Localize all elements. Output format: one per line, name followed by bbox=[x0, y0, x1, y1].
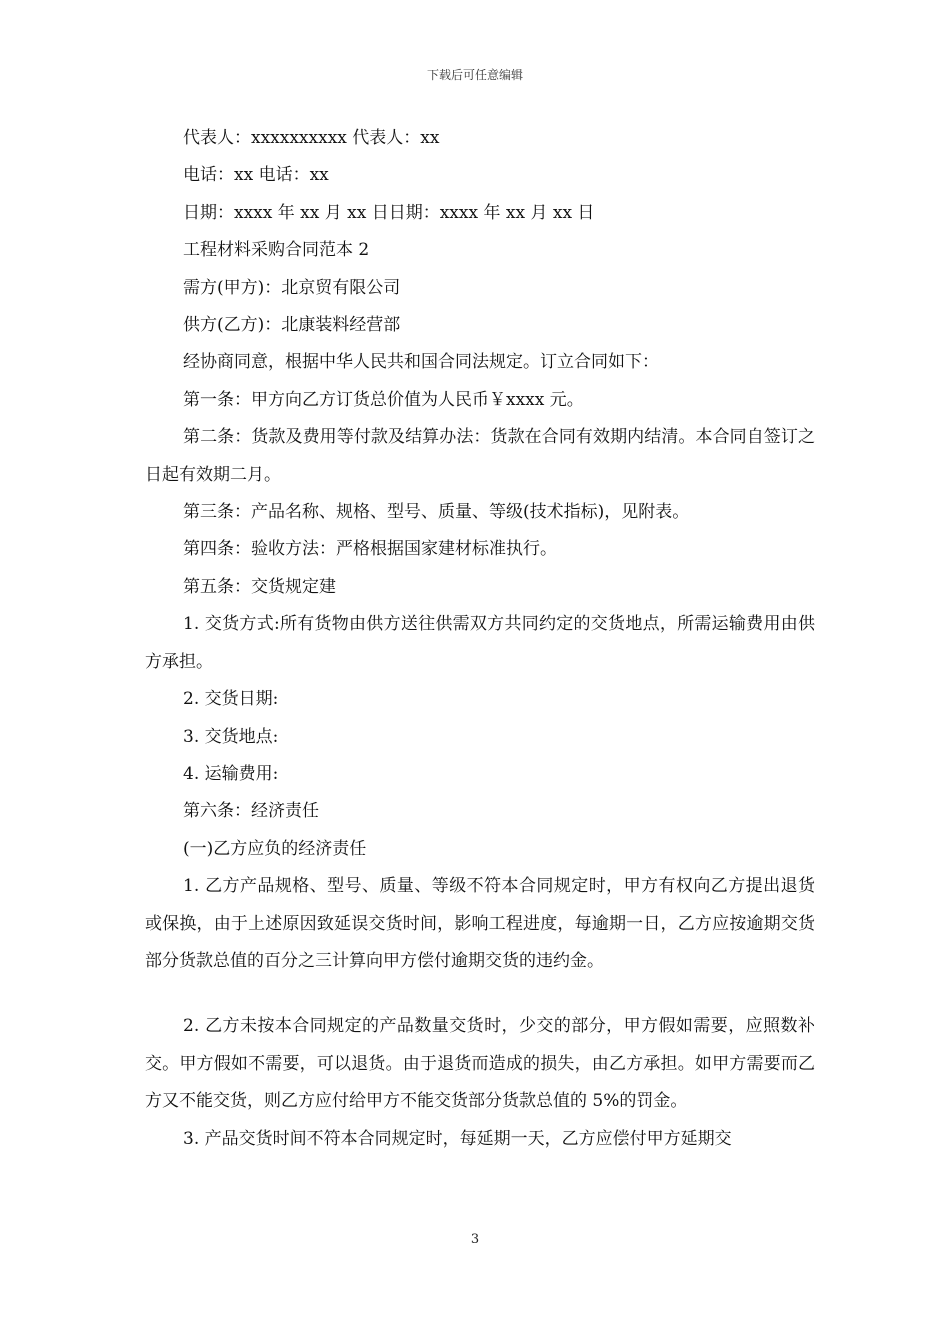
section-title: 工程材料采购合同范本 2 bbox=[183, 240, 370, 261]
clause: 第四条：验收方法：严格根据国家建材标准执行。 bbox=[183, 539, 557, 560]
paragraph: 代表人：xxxxxxxxxx 代表人：xx bbox=[183, 128, 440, 148]
clause: 第五条：交货规定建 bbox=[183, 576, 336, 597]
document-body bbox=[145, 120, 815, 1158]
list-item: 3. 产品交货时间不符本合同规定时，每延期一天，乙方应偿付甲方延期交 bbox=[183, 1128, 732, 1149]
list-item: 1. 乙方产品规格、型号、质量、等级不符本合同规定时，甲方有权向乙方提出退货或保换，由于上述原因致延误交货时间，影响工程进度，每逾期一日，乙方应按逾期交货部分货款总值的百分之三计算向甲方偿付逾期交货的违约金。 bbox=[145, 876, 815, 971]
list-item: 4. 运输费用: bbox=[183, 763, 279, 784]
list-item: 3. 交货地点: bbox=[183, 726, 279, 747]
paragraph: 电话：xx 电话：xx bbox=[183, 165, 329, 186]
clause: 第二条：货款及费用等付款及结算办法：货款在合同有效期内结清。本合同自签订之日起有效期二月。 bbox=[145, 427, 815, 485]
paragraph: 日期：xxxx 年 xx 月 xx 日日期：xxxx 年 xx 月 xx 日 bbox=[183, 202, 595, 223]
clause: 第三条：产品名称、规格、型号、质量、等级(技术指标)，见附表。 bbox=[183, 502, 690, 523]
subsection-title: (一)乙方应负的经济责任 bbox=[183, 838, 367, 859]
paragraph-gap bbox=[145, 980, 815, 1008]
paragraph: 经协商同意，根据中华人民共和国合同法规定。订立合同如下： bbox=[183, 352, 659, 373]
page-header: 下载后可任意编辑 bbox=[426, 68, 523, 82]
paragraph: 需方(甲方)：北京贸有限公司 bbox=[183, 277, 401, 298]
list-item: 2. 交货日期: bbox=[183, 689, 279, 710]
clause: 第一条：甲方向乙方订货总价值为人民币￥xxxx 元。 bbox=[183, 389, 584, 410]
clause: 第六条：经济责任 bbox=[183, 801, 319, 822]
list-item: 1. 交货方式:所有货物由供方送往供需双方共同约定的交货地点，所需运输费用由供方承担。 bbox=[145, 614, 815, 672]
page-number: 3 bbox=[470, 1232, 480, 1247]
paragraph: 供方(乙方)：北康装料经营部 bbox=[183, 315, 401, 336]
list-item: 2. 乙方未按本合同规定的产品数量交货时，少交的部分，甲方假如需要，应照数补交。甲方假如不需要，可以退货。由于退货而造成的损失，由乙方承担。如甲方需要而乙方又不能交货，则乙方应付给甲方不能交货部分货款总值的 5%的罚金。 bbox=[145, 1016, 815, 1112]
